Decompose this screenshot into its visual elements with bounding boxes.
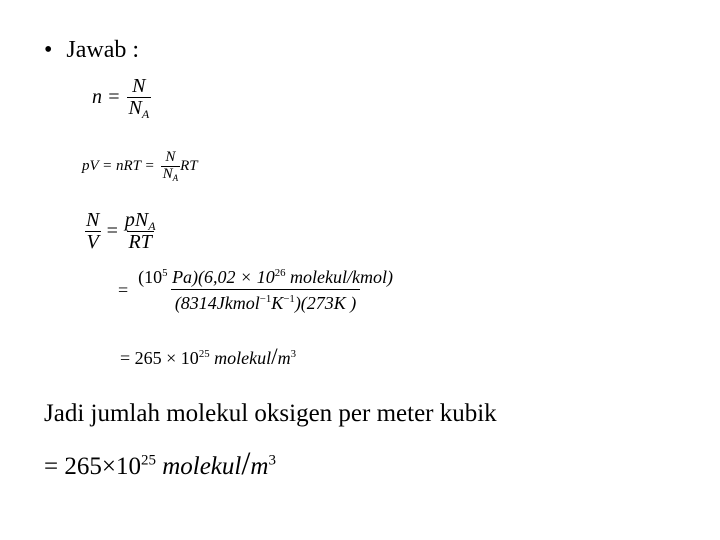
equation-substitution — [118, 268, 397, 313]
equation-ideal-gas — [82, 150, 198, 183]
eq3-rhs-denominator: RT — [128, 231, 152, 253]
eq3-lhs-denominator: V — [86, 231, 99, 253]
eq3-rhs-numerator: $pN_A$ — [124, 209, 156, 234]
eq2-fraction — [161, 150, 181, 183]
eq4-denominator: $(8314Jkmol^{-1}K^{-1})(273K$ ) — [171, 289, 361, 313]
eq4-fraction — [134, 268, 397, 313]
eq1-denominator: $N_A$ — [128, 97, 150, 122]
eq3-lhs-numerator: N — [86, 209, 100, 231]
eq4-equals: = — [118, 279, 129, 300]
eq3-rhs-fraction — [123, 210, 158, 253]
eq2-denominator: $N_A$ — [162, 165, 179, 183]
bullet-label: Jawab : — [66, 37, 140, 63]
bullet-dot: • — [44, 37, 53, 63]
eq2-lhs: pV = nRT = — [82, 157, 155, 174]
eq3-equals: = — [105, 220, 119, 242]
equation-n — [92, 75, 151, 122]
bullet-heading — [44, 36, 139, 64]
eq4-numerator: ($10^5$ $Pa)(6,02 \times 10^{26}$ molekul/kmol) — [138, 266, 393, 287]
eq1-numerator: N — [132, 75, 146, 97]
eq1-fraction — [127, 75, 152, 122]
eq3-lhs-fraction — [84, 210, 101, 253]
equation-density — [84, 210, 158, 253]
eq2-numerator: N — [165, 149, 176, 165]
equation-result: = $265 \times 10^{25}$ molekul/$m^3$ — [120, 344, 296, 370]
equation-final: = $265\times 10^{25}$ molekul/$m^3$ — [44, 446, 276, 482]
eq1-lhs: n = — [92, 86, 121, 108]
conclusion-text: Jadi jumlah molekul oksigen per meter kubik — [44, 400, 497, 427]
eq2-rhs: RT — [180, 157, 198, 174]
